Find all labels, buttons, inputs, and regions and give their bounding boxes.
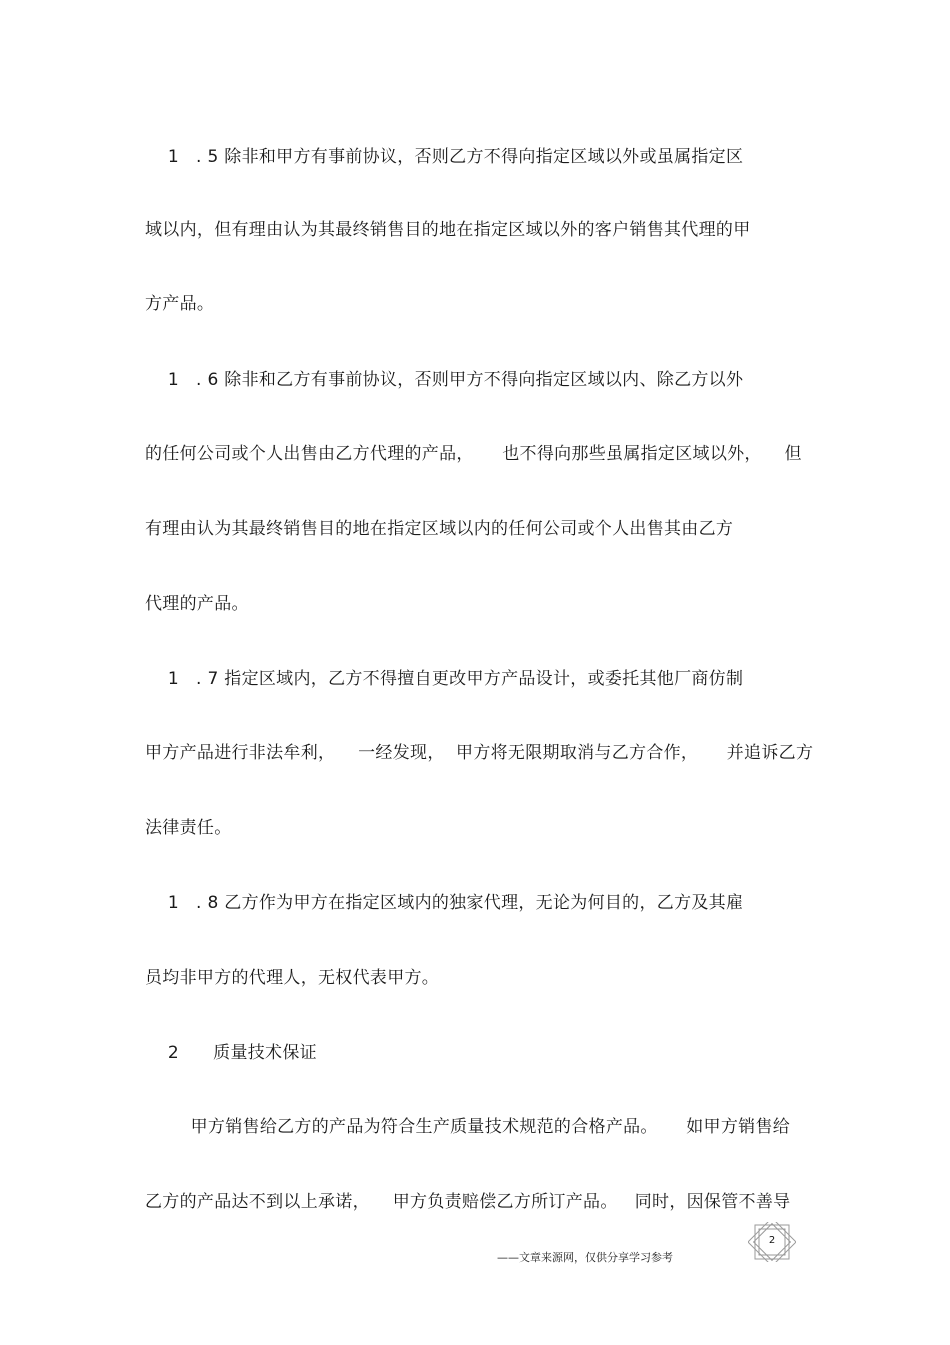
- page-number: 2: [768, 1235, 776, 1246]
- text-line: 代理的产品。: [145, 594, 249, 614]
- page-number-badge: [748, 1222, 796, 1262]
- text-line: 员均非甲方的代理人，无权代表甲方。: [145, 968, 440, 988]
- text-line: 1 . 6 除非和乙方有事前协议，否则甲方不得向指定区域以内、除乙方以外: [145, 370, 744, 390]
- text-line: 方产品。: [145, 294, 215, 314]
- text-line: 1 . 8 乙方作为甲方在指定区域内的独家代理，无论为何目的，乙方及其雇: [145, 893, 744, 913]
- text-line: 1 . 5 除非和甲方有事前协议，否则乙方不得向指定区域以外或虽属指定区: [145, 147, 744, 167]
- text-line: 有理由认为其最终销售目的地在指定区域以内的任何公司或个人出售其由乙方: [145, 519, 734, 539]
- text-line: 域以内，但有理由认为其最终销售目的地在指定区域以外的客户销售其代理的甲: [145, 220, 751, 240]
- text-line: 甲方产品进行非法牟利， 一经发现， 甲方将无限期取消与乙方合作， 并追诉乙方: [145, 743, 814, 763]
- text-line: 甲方销售给乙方的产品为符合生产质量技术规范的合格产品。 如甲方销售给: [145, 1117, 791, 1137]
- section-heading: 2 质量技术保证: [145, 1043, 317, 1063]
- text-line: 1 . 7 指定区域内，乙方不得擅自更改甲方产品设计，或委托其他厂商仿制: [145, 669, 744, 689]
- text-line: 的任何公司或个人出售由乙方代理的产品， 也不得向那些虽属指定区域以外， 但: [145, 444, 802, 464]
- footer-source-text: ——文章来源网，仅供分享学习参考: [497, 1251, 673, 1264]
- text-line: 乙方的产品达不到以上承诺， 甲方负责赔偿乙方所订产品。 同时，因保管不善导: [145, 1192, 791, 1212]
- text-line: 法律责任。: [145, 818, 232, 838]
